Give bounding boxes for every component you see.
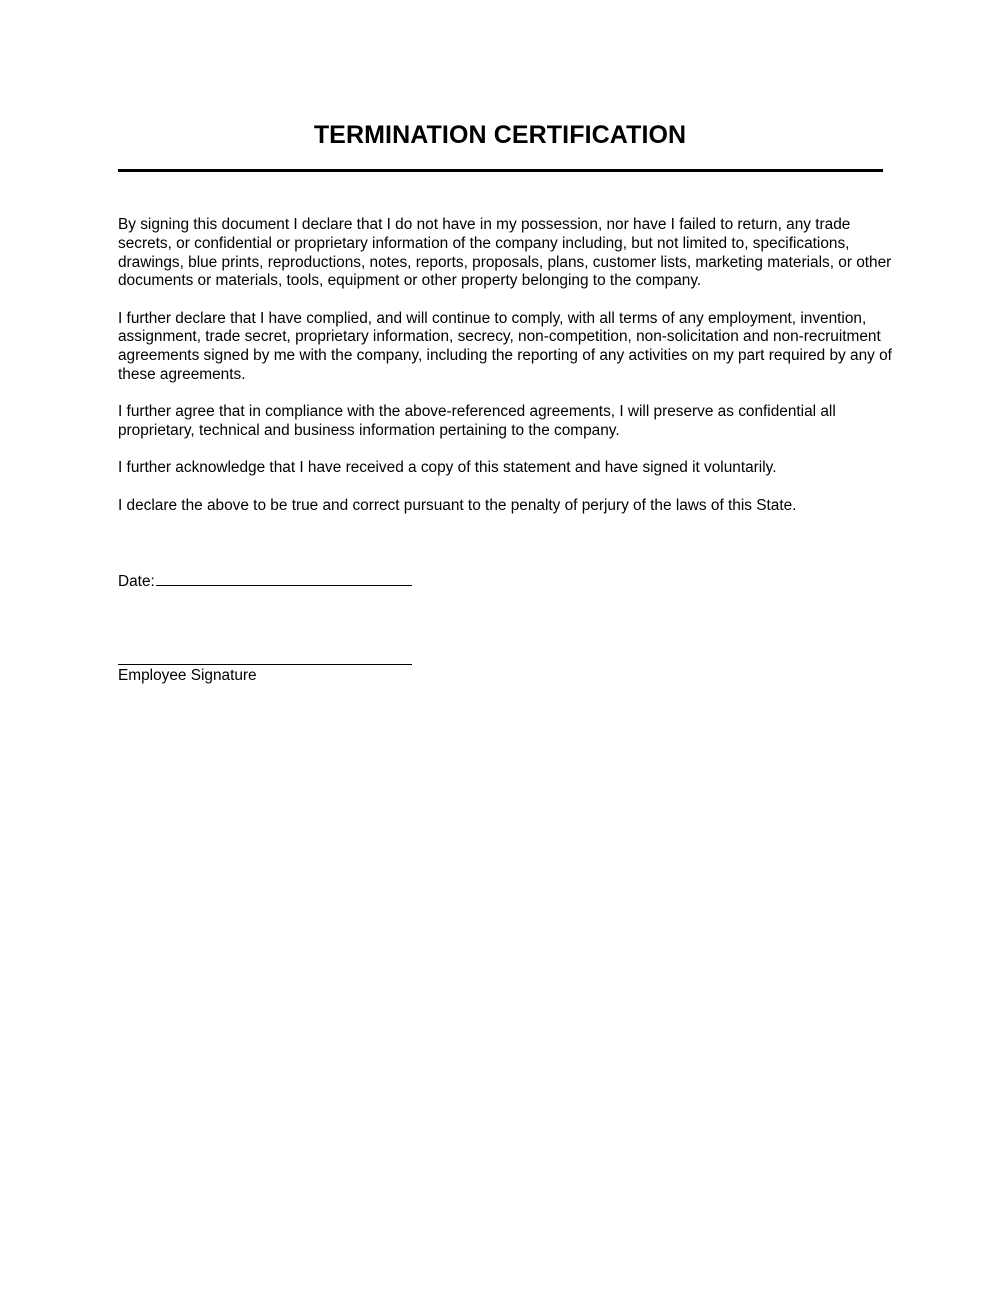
paragraph-acknowledgement: I further acknowledge that I have received a copy of this statement and have signed it voluntarily. — [118, 459, 777, 477]
date-label: Date: — [118, 573, 155, 590]
signature-label: Employee Signature — [118, 667, 257, 684]
paragraph-possession-declaration: By signing this document I declare that I do not have in my possession, nor have I failed to return, any trade secrets, or confidential or proprietary information of the company including, but not limited to, specifications, drawings, blue prints, reproductions, notes, reports, proposals, plans, customer lists, marketing materials, or other documents or materials, tools, equipment or other property belonging to the company. — [118, 216, 892, 290]
date-blank-line[interactable] — [156, 571, 412, 586]
document-title: TERMINATION CERTIFICATION — [313, 121, 687, 149]
paragraph-perjury-declaration: I declare the above to be true and correct pursuant to the penalty of perjury of the laws of this State. — [118, 496, 797, 514]
date-field-row — [118, 571, 412, 591]
paragraph-confidentiality-agreement: I further agree that in compliance with the above-referenced agreements, I will preserve as confidential all proprietary, technical and business information pertaining to the company. — [118, 403, 836, 440]
paragraph-compliance-declaration: I further declare that I have complied, and will continue to comply, with all terms of any employment, invention, assignment, trade secret, proprietary information, secrecy, non-competition, non-solicitation and non-recruitment agreements signed by me with the company, including the reporting of any activities on my part required by any of these agreements. — [118, 309, 892, 384]
document-body — [118, 216, 893, 534]
title-divider — [118, 169, 883, 172]
signature-blank-line[interactable] — [118, 664, 412, 665]
